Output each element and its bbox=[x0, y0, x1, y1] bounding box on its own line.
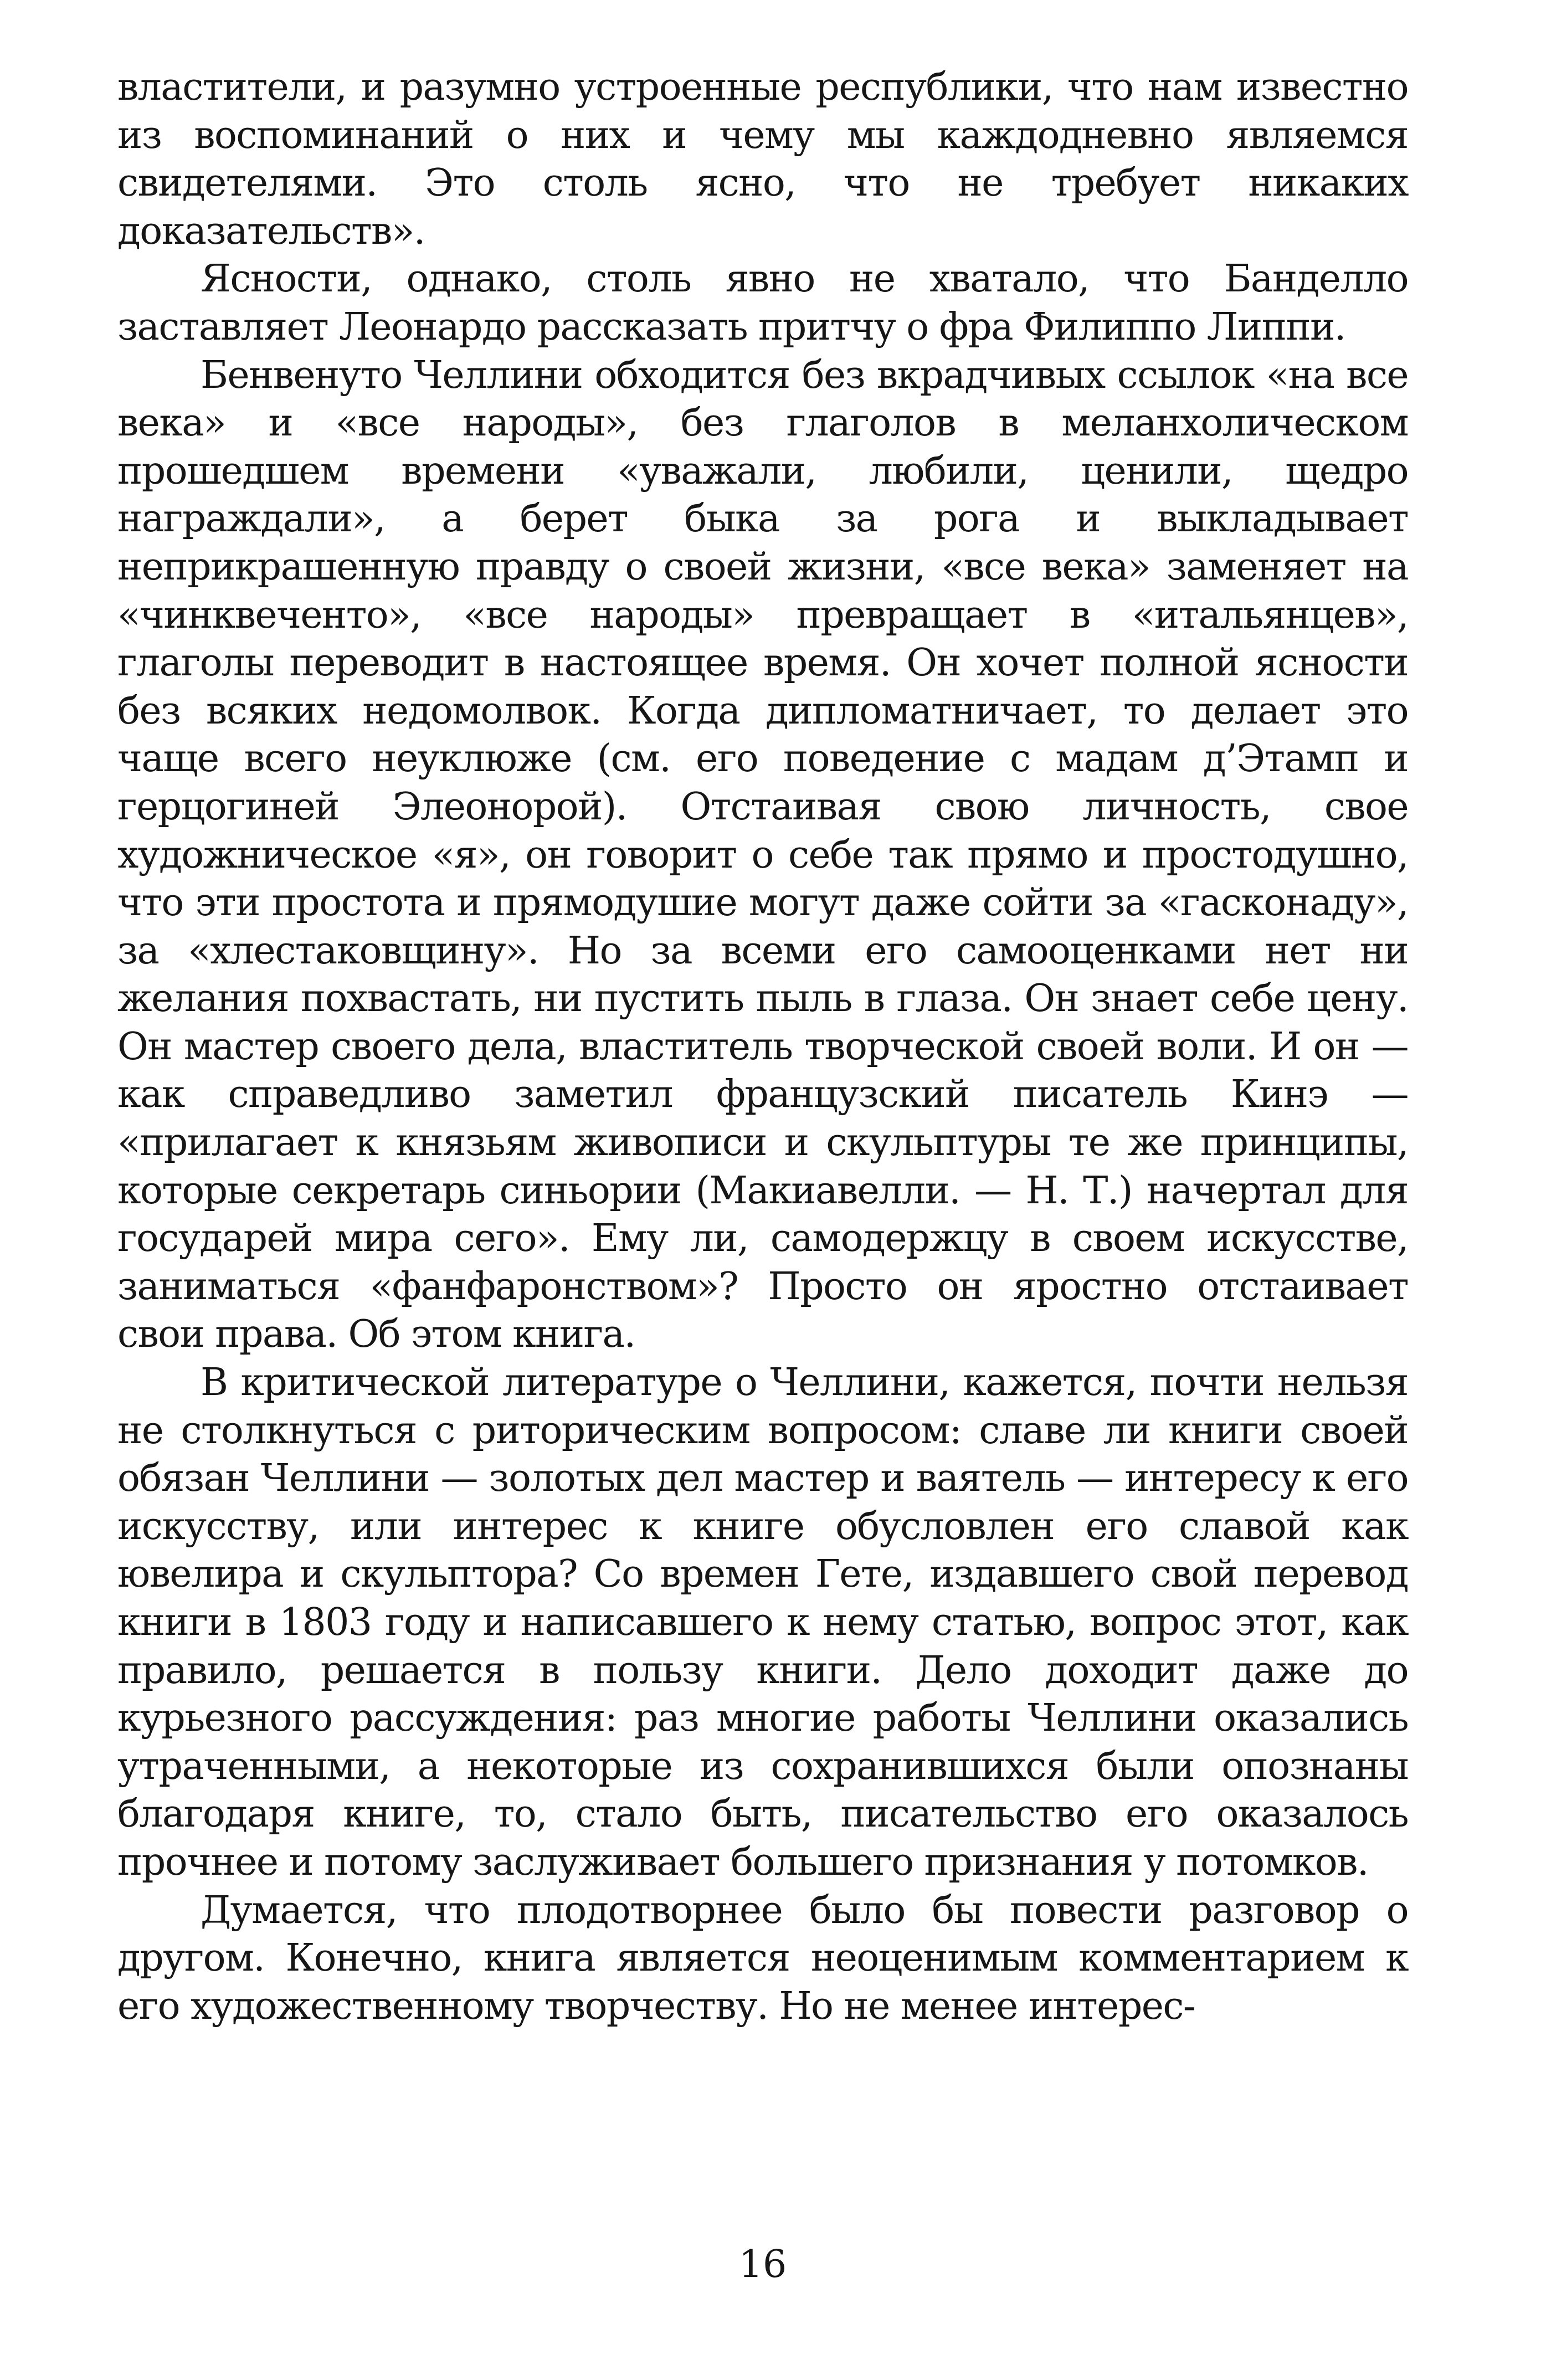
paragraph-bandello: Ясности, однако, столь явно не хватало, что Банделло заставляет Леонардо рассказать притчу о фра Филиппо Липпи. bbox=[117, 257, 1408, 349]
paragraph-critical-literature: В критической литературе о Челлини, кажется, почти нельзя не столкнуться с риторическим вопросом: славе ли книги своей обязан Челлини — золотых дел мастер и ваятель — интересу к его искусству, или интерес к книге обусловлен его славой как ювелира и скульптора? Со времен Гете, издавшего свой перевод книги в 1803 году и написавшего к нему статью, вопрос этот, как правило, решается в пользу книги. Дело доходит даже до курьезного рассуждения: раз многие работы Челлини оказались утраченными, а некоторые из сохранившихся были опознаны благодаря книге, то, стало быть, писательство его оказалось прочнее и потому заслуживает большего признания у потомков. bbox=[117, 1361, 1408, 1884]
body-text bbox=[117, 64, 1408, 2030]
book-page bbox=[117, 64, 1408, 2313]
page-number: 16 bbox=[738, 2243, 787, 2286]
paragraph-continuation: властители, и разумно устроенные республики, что нам известно из воспоминаний о них и чему мы каждодневно являемся свидетелями. Это столь ясно, что не требует никаких доказательств». bbox=[117, 65, 1408, 253]
paragraph-conclusion: Думается, что плодотворнее было бы повести разговор о другом. Конечно, книга является неоценимым комментарием к его художественному творчеству. Но не менее интерес- bbox=[117, 1888, 1408, 2028]
paragraph-cellini: Бенвенуто Челлини обходится без вкрадчивых ссылок «на все века» и «все народы», без глаголов в меланхолическом прошедшем времени «уважали, любили, ценили, щедро награждали», а берет быка за рога и выкладывает неприкрашенную правду о своей жизни, «все века» заменяет на «чинквеченто», «все народы» превращает в «итальянцев», глаголы переводит в настоящее время. Он хочет полной ясности без всяких недомолвок. Когда дипломатничает, то делает это чаще всего неуклюже (см. его поведение с мадам д’Этамп и герцогиней Элеонорой). Отстаивая свою личность, свое художническое «я», он говорит о себе так прямо и простодушно, что эти простота и прямодушие могут даже сойти за «гасконаду», за «хлестаковщину». Но за всеми его самооценками нет ни желания похвастать, ни пустить пыль в глаза. Он знает себе цену. Он мастер своего дела, властитель творческой своей воли. И он — как справедливо заметил французский писатель Кинэ — «прилагает к князьям живописи и скульптуры те же принципы, которые секретарь синьории (Макиавелли. — Н. Т.) начертал для государей мира сего». Ему ли, самодержцу в своем искусстве, заниматься «фанфаронством»? Просто он яростно отстаивает свои права. Об этом книга. bbox=[117, 353, 1408, 1357]
